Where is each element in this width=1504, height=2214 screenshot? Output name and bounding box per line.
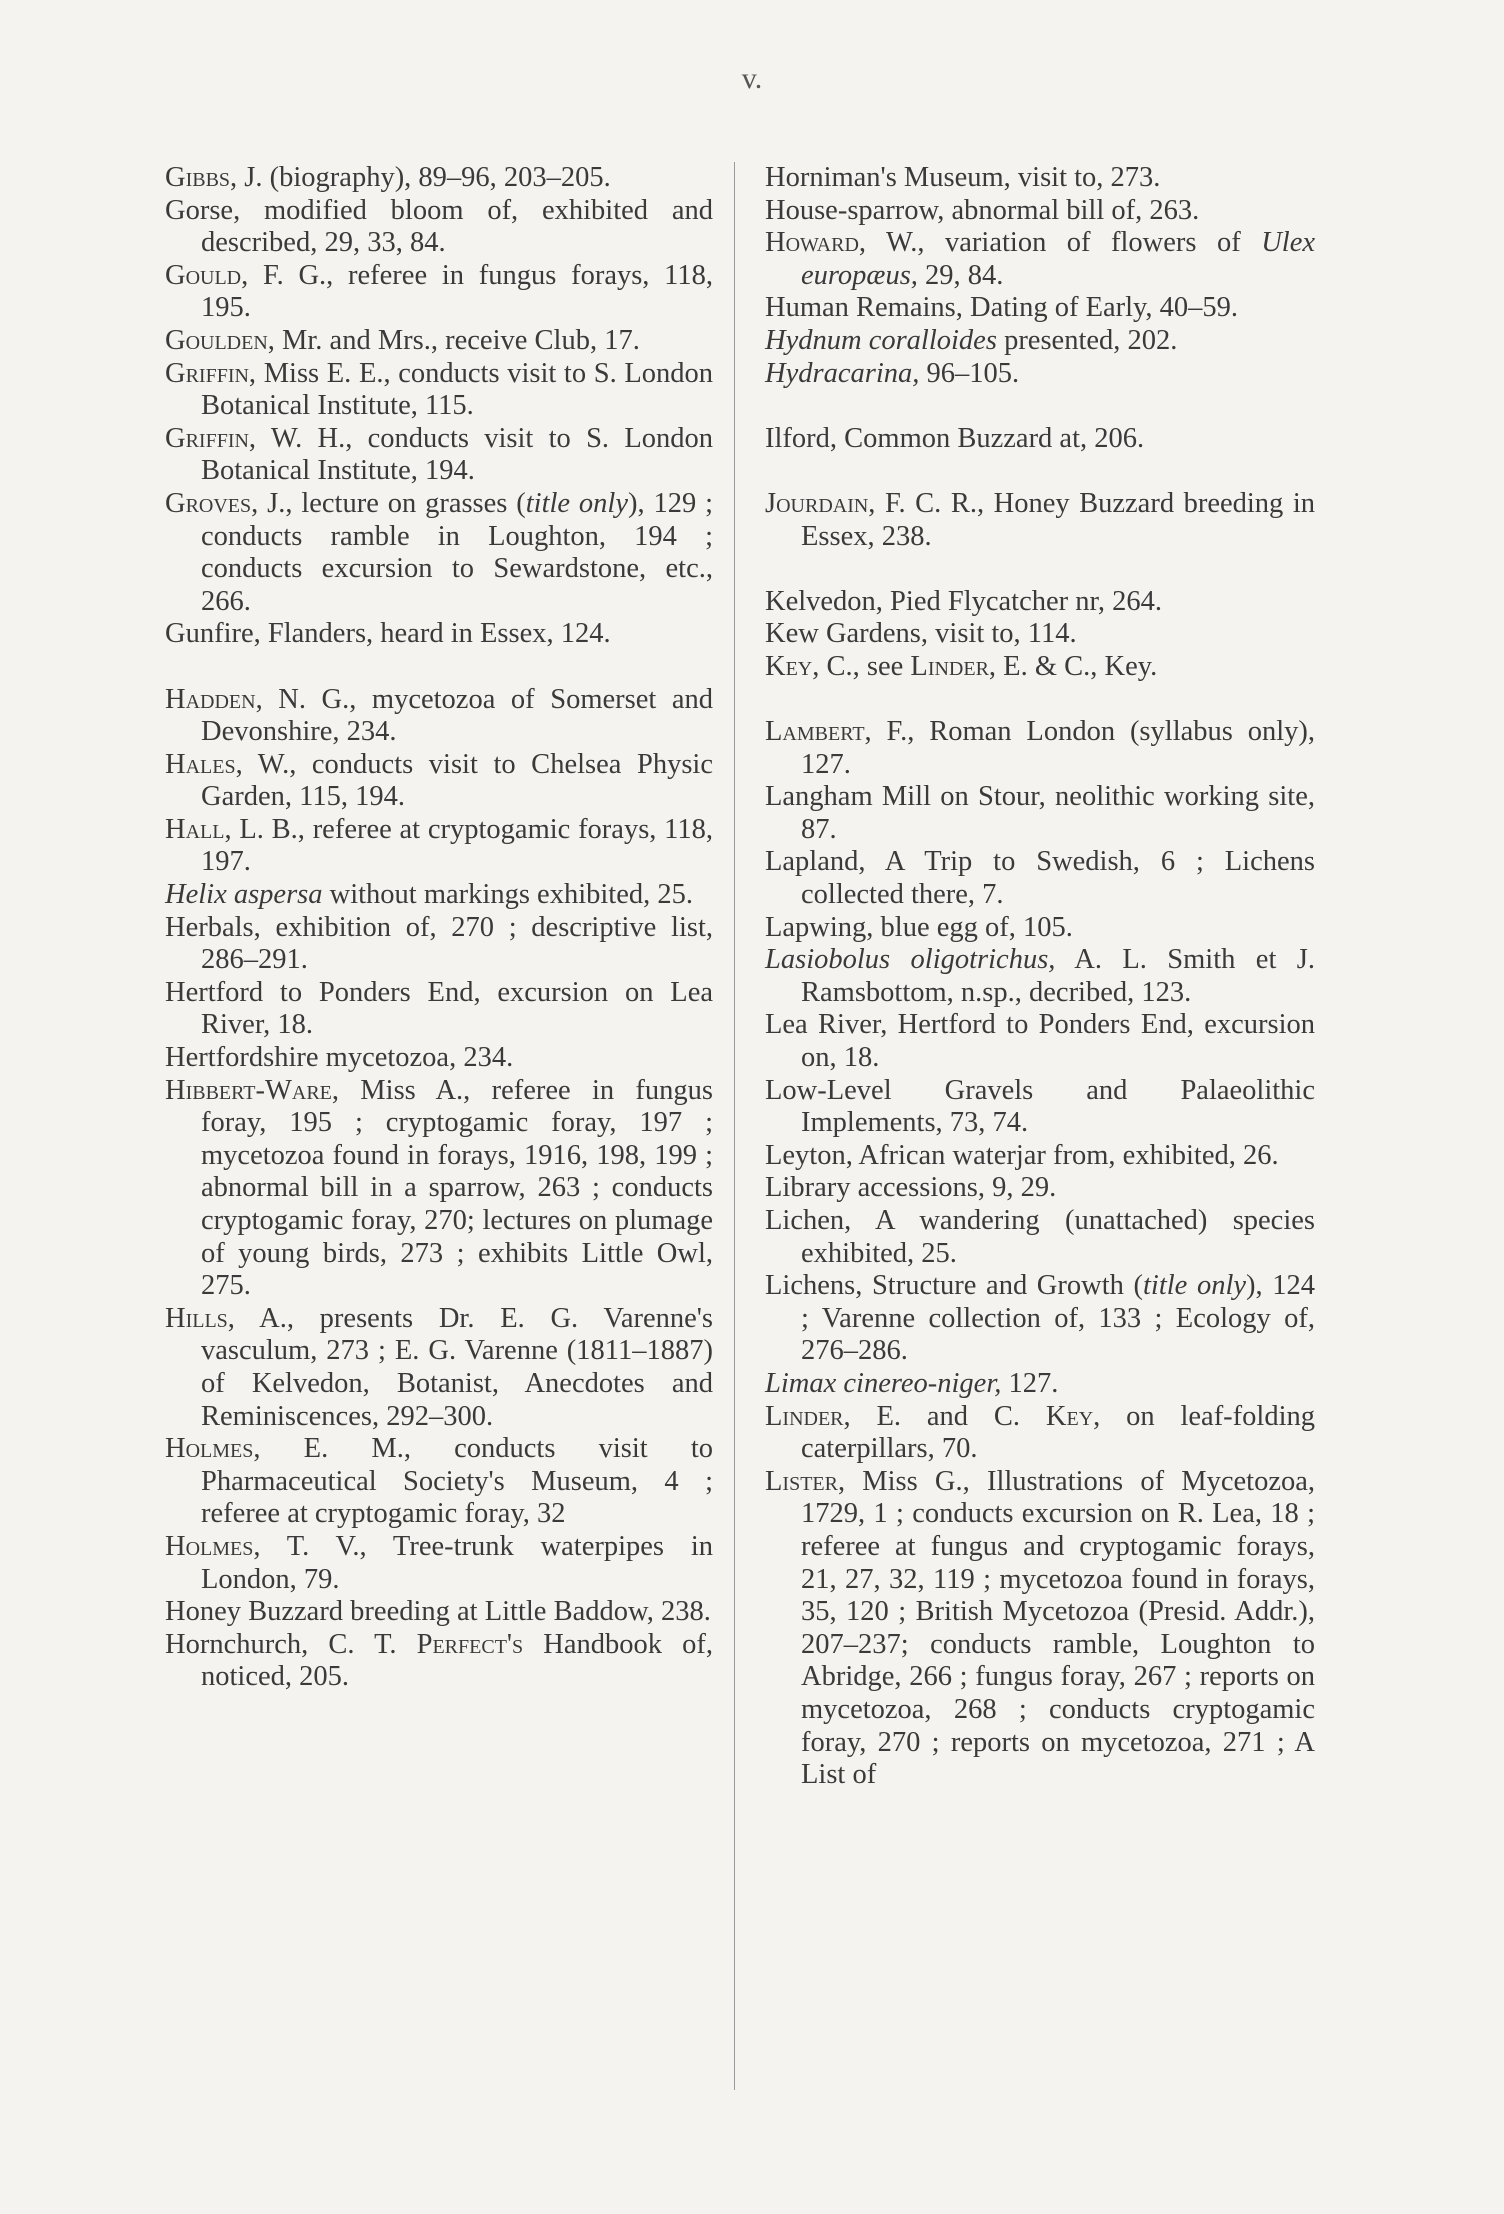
entry-name: Key, [1045, 1400, 1101, 1432]
index-entry [165, 879, 713, 912]
entry-text: Miss A., referee in fungus foray, 195 ; cryptogamic foray, 197 ; mycetozoa found in forays, 1916, 198, 199 ; abnormal bill in a sparrow, 263 ; conducts cryptogamic foray, 270; lectures on plumage of young birds, 273 ; exhibits Little Owl, 275. [201, 1074, 713, 1302]
index-entry [765, 195, 1315, 228]
entry-text: Lea River, Hertford to Ponders End, excursion on, 18. [765, 1009, 1315, 1074]
entry-text: W., conducts visit to Chelsea Physic Garden, 115, 194. [201, 748, 713, 813]
entry-name: Holmes, [165, 1433, 261, 1465]
index-entry [165, 1303, 713, 1433]
entry-text: F. C. R., Honey Buzzard breeding in Essex, 238. [801, 487, 1315, 552]
index-entry [765, 1205, 1315, 1270]
entry-italic-term: Lasiobolus oligotrichus, [765, 944, 1056, 976]
index-entry [765, 781, 1315, 846]
entry-text: J., lecture on grasses ( [258, 487, 526, 519]
entry-text: 96–105. [919, 357, 1020, 389]
entry-text: E. & C., Key. [996, 650, 1158, 682]
entry-name: Hall, L. B., [165, 813, 305, 845]
entry-name: Hadden, [165, 683, 263, 715]
entry-text: Lichens, Structure and Growth ( [765, 1270, 1143, 1302]
entry-name: Gibbs, J. [165, 162, 263, 193]
entry-name: Jourdain, [765, 487, 876, 519]
entry-text: A., presents Dr. E. G. Varenne's vasculum, 273 ; E. G. Varenne (1811–1887) of Kelvedon, Botanist, Anecdotes and Reminiscences, 292–300. [201, 1302, 713, 1432]
index-entry [765, 586, 1315, 619]
index-entry [765, 227, 1315, 292]
index-entry [165, 814, 713, 879]
entry-text: (biography), 89–96, 203–205. [262, 162, 611, 193]
entry-text: Honey Buzzard breeding at Little Baddow, 238. [165, 1596, 711, 1628]
index-entry [765, 944, 1315, 1009]
entry-text: Langham Mill on Stour, neolithic working site, 87. [765, 781, 1315, 845]
entry-text: without markings exhibited, 25. [322, 879, 693, 911]
entry-text: Leyton, African waterjar from, exhibited, 26. [765, 1139, 1279, 1171]
column-divider [734, 162, 735, 2090]
index-entry [165, 358, 713, 423]
entry-name: Perfect's [416, 1628, 524, 1660]
entry-text: Hertfordshire mycetozoa, 234. [165, 1042, 514, 1074]
index-entry [165, 325, 713, 358]
entry-text: Herbals, exhibition of, 270 ; descriptive list, 286–291. [165, 911, 713, 976]
index-column-left [165, 162, 713, 1694]
entry-name: Goulden, [165, 324, 275, 356]
entry-text: referee in fungus forays, 118, 195. [201, 259, 713, 324]
index-entry [765, 1466, 1315, 1792]
index-entry [765, 1368, 1315, 1401]
entry-text: W. H., conducts visit to S. London Botanical Institute, 194. [201, 422, 713, 487]
entry-text: W., variation of flowers of [866, 227, 1262, 259]
index-entry [165, 1596, 713, 1629]
page-number: v. [741, 62, 763, 95]
entry-text: Human Remains, Dating of Early, 40–59. [765, 292, 1239, 324]
index-entry [765, 1009, 1315, 1074]
entry-name: Holmes, [165, 1530, 261, 1562]
index-entry [765, 716, 1315, 781]
index-entry [165, 1531, 713, 1596]
index-entry [165, 488, 713, 618]
entry-italic-term: title only [1143, 1270, 1247, 1302]
entry-text: House-sparrow, abnormal bill of, 263. [765, 194, 1200, 226]
index-entry [165, 1042, 713, 1075]
entry-text: Lapland, A Trip to Swedish, 6 ; Lichens collected there, 7. [765, 846, 1315, 911]
entry-text: N. G., mycetozoa of Somerset and Devonshire, 234. [201, 683, 713, 748]
index-entry [765, 423, 1315, 456]
entry-text: A. L. Smith et J. Ramsbottom, n.sp., decribed, 123. [801, 944, 1315, 1008]
index-entry [765, 1172, 1315, 1205]
entry-text: 127. [1001, 1367, 1059, 1399]
index-entry [765, 292, 1315, 325]
entry-name: Griffin, [165, 357, 257, 389]
entry-italic-term: title only [525, 487, 628, 519]
entry-italic-term: Hydracarina, [765, 357, 920, 389]
entry-text: Horniman's Museum, visit to, 273. [765, 162, 1161, 193]
index-entry [765, 1075, 1315, 1140]
entry-italic-term: Limax cinereo-niger, [765, 1367, 1002, 1399]
entry-text: Kew Gardens, visit to, 114. [765, 618, 1077, 650]
entry-text: Mr. and Mrs., receive Club, 17. [274, 324, 640, 356]
entry-text: Ilford, Common Buzzard at, 206. [765, 422, 1145, 454]
entry-text: T. V., Tree-trunk waterpipes in London, 79. [201, 1530, 713, 1595]
entry-name: Lister, [765, 1465, 846, 1497]
index-entry [165, 1629, 713, 1694]
index-entry [765, 618, 1315, 651]
entry-italic-term: Ulex europæus, [801, 227, 1315, 291]
index-entry [765, 651, 1315, 684]
entry-text: Library accessions, 9, 29. [765, 1172, 1057, 1204]
index-entry [165, 195, 713, 260]
entry-text: Lichen, A wandering (unattached) species exhibited, 25. [765, 1205, 1315, 1269]
entry-name: Griffin, [165, 422, 257, 454]
entry-name: Hibbert-Ware, [165, 1074, 340, 1106]
index-entry [765, 325, 1315, 358]
entry-text: Gunfire, Flanders, heard in Essex, 124. [165, 618, 611, 650]
entry-text: referee at cryptogamic forays, 118, 197. [201, 813, 713, 878]
index-entry [165, 1075, 713, 1303]
index-entry [165, 977, 713, 1042]
entry-name: Howard, [765, 227, 867, 259]
entry-italic-term: Hydnum coralloides [765, 324, 997, 356]
index-entry [765, 846, 1315, 911]
index-entry [165, 749, 713, 814]
index-entry [165, 260, 713, 325]
entry-text: E. and C. [850, 1400, 1046, 1432]
index-entry [765, 162, 1315, 195]
index-entry [165, 423, 713, 488]
index-entry [765, 1401, 1315, 1466]
entry-text: on leaf-folding caterpillars, 70. [801, 1400, 1316, 1465]
entry-text: ), 129 ; conducts ramble in Loughton, 194 ; conducts excursion to Sewardstone, etc., 266. [201, 487, 713, 617]
entry-text: 29, 84. [917, 259, 1004, 291]
index-entry [765, 1270, 1315, 1368]
index-entry [765, 358, 1315, 391]
index-entry [165, 684, 713, 749]
entry-name: Gould, F. G., [165, 259, 334, 291]
entry-text: C., see [819, 650, 911, 682]
entry-name: Hales, [165, 748, 243, 780]
index-entry [165, 912, 713, 977]
index-entry [165, 1433, 713, 1531]
entry-text: F., Roman London (syllabus only), 127. [801, 716, 1315, 780]
entry-text: Hertford to Ponders End, excursion on Lea River, 18. [165, 976, 713, 1041]
entry-text: Gorse, modified bloom of, exhibited and described, 29, 33, 84. [165, 194, 713, 259]
entry-text: Handbook of, noticed, 205. [201, 1628, 713, 1693]
entry-text: Hornchurch, C. T. [165, 1628, 417, 1660]
entry-text: ), 124 ; Varenne collection of, 133 ; Ecology of, 276–286. [801, 1270, 1315, 1367]
entry-text: Miss G., Illustrations of Mycetozoa, 1729, 1 ; conducts excursion on R. Lea, 18 ; referee at fungus and cryptogamic forays, 21, 27, 32, 119 ; mycetozoa found in forays, 35, 120 ; British Mycetozoa (Presid. Addr.), 207–237; conducts ramble, Loughton to Abridge, 266 ; fungus foray, 267 ; reports on mycetozoa, 268 ; conducts cryptogamic foray, 270 ; reports on mycetozoa, 271 ; A List of [801, 1465, 1315, 1791]
entry-text: E. M., conducts visit to Pharmaceutical Society's Museum, 4 ; referee at cryptogamic foray, 32 [201, 1433, 713, 1530]
index-column-right [765, 162, 1315, 1792]
entry-text: Lapwing, blue egg of, 105. [765, 911, 1073, 943]
entry-name: Linder, [765, 1400, 851, 1432]
entry-name: Groves, [165, 487, 259, 519]
entry-text: Miss E. E., conducts visit to S. London Botanical Institute, 115. [201, 357, 713, 422]
index-entry [765, 1140, 1315, 1173]
entry-italic-term: Helix aspersa [165, 879, 323, 911]
entry-name: Key, [765, 650, 820, 682]
entry-name: Hills, [165, 1302, 235, 1334]
entry-name: Lambert, [765, 716, 872, 748]
entry-text: Low-Level Gravels and Palaeolithic Implements, 73, 74. [765, 1074, 1315, 1139]
index-entry [165, 162, 713, 195]
index-entry [165, 618, 713, 651]
entry-text: Kelvedon, Pied Flycatcher nr, 264. [765, 585, 1162, 617]
entry-text: presented, 202. [996, 324, 1178, 356]
index-entry [765, 912, 1315, 945]
entry-name: Linder, [910, 650, 997, 682]
index-entry [765, 488, 1315, 553]
